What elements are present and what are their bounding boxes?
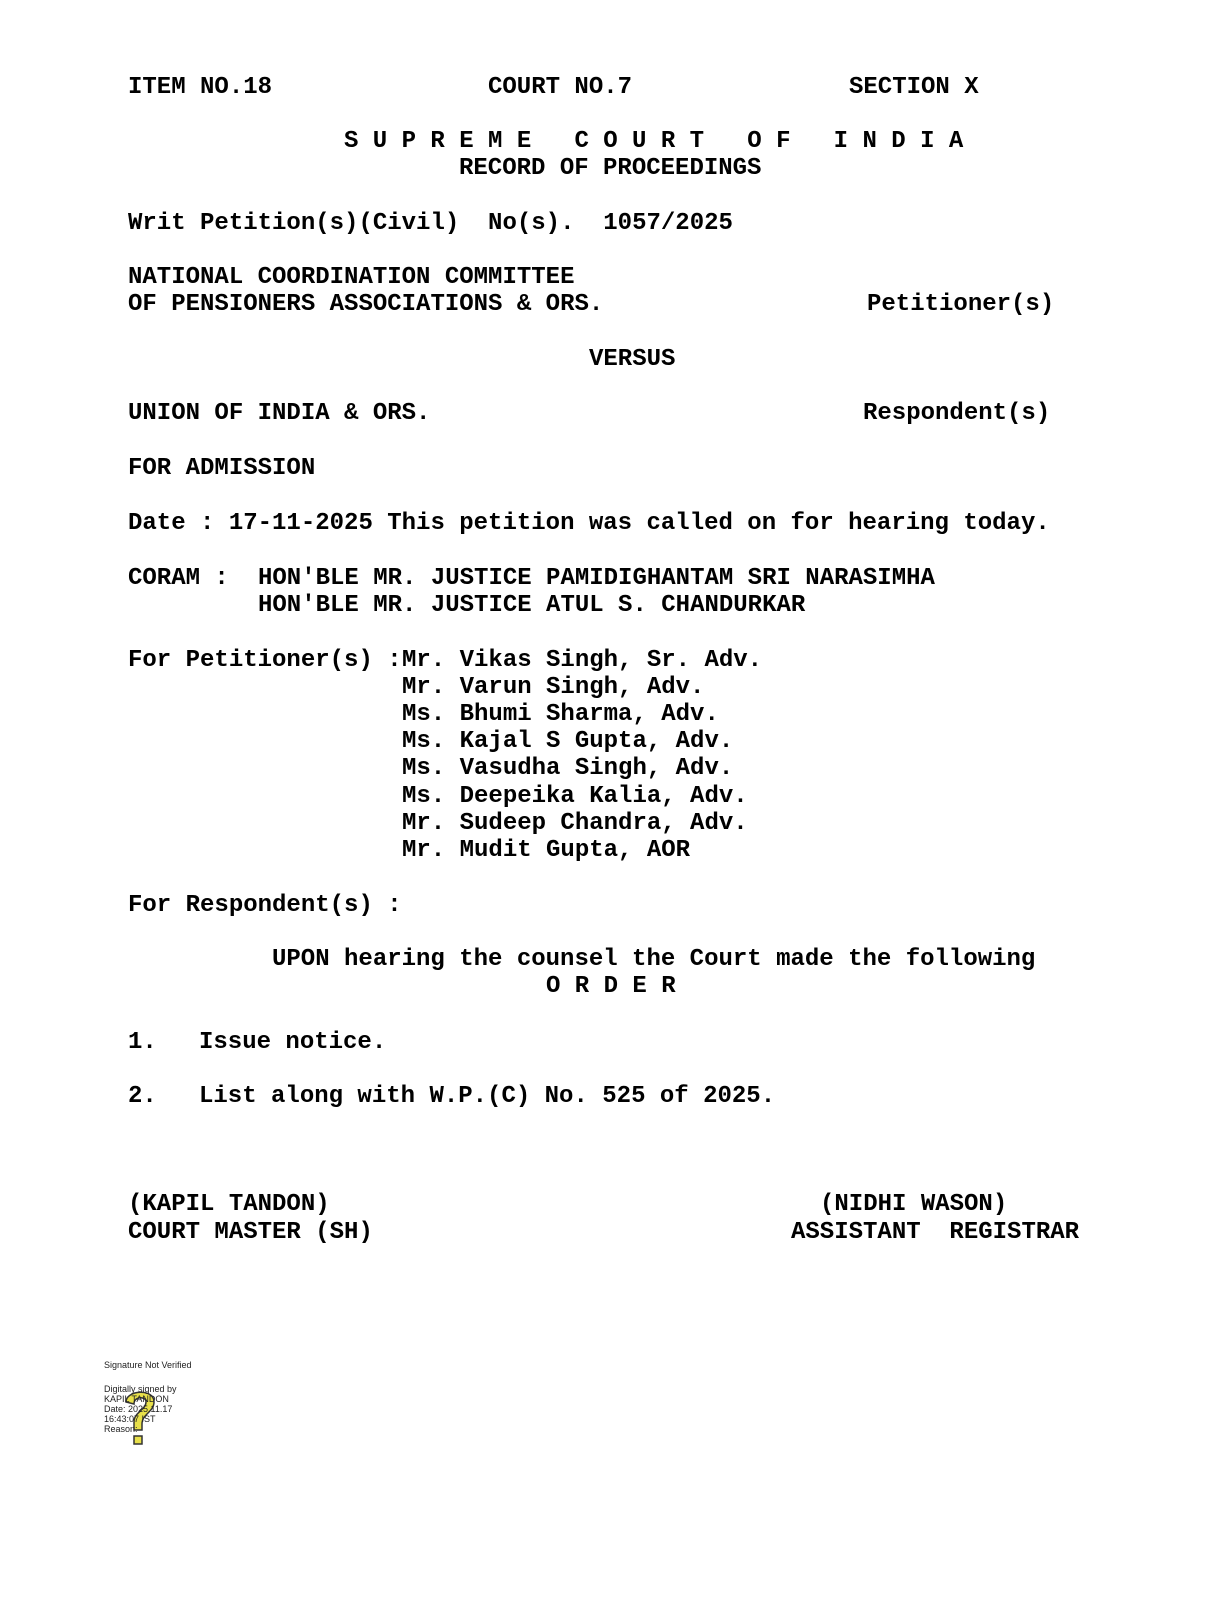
petitioner-counsel-7: Mr. Sudeep Chandra, Adv.	[402, 810, 748, 837]
court-number: COURT NO.7	[488, 74, 633, 101]
signature-time: 16:43:07 IST	[104, 1414, 156, 1424]
coram-judge-2: HON'BLE MR. JUSTICE ATUL S. CHANDURKAR	[258, 592, 806, 619]
right-signatory-title: ASSISTANT REGISTRAR	[791, 1219, 1080, 1246]
order-preamble: UPON hearing the counsel the Court made the following	[272, 946, 1036, 973]
order-item-2-number: 2.	[128, 1083, 157, 1110]
for-petitioner-label: For Petitioner(s) :	[128, 647, 402, 674]
petitioner-counsel-1: Mr. Vikas Singh, Sr. Adv.	[402, 647, 763, 674]
left-signatory-title: COURT MASTER (SH)	[128, 1219, 373, 1246]
signature-signer: KAPIL TANDON	[104, 1394, 169, 1404]
order-item-1-number: 1.	[128, 1029, 157, 1056]
petitioner-counsel-5: Ms. Vasudha Singh, Adv.	[402, 755, 734, 782]
petitioner-counsel-8: Mr. Mudit Gupta, AOR	[402, 837, 691, 864]
section-label: SECTION X	[849, 74, 979, 101]
signature-reason: Reason:	[104, 1424, 138, 1434]
order-heading: O R D E R	[546, 973, 676, 1000]
petitioner-name-line2: OF PENSIONERS ASSOCIATIONS & ORS.	[128, 291, 604, 318]
petitioner-label: Petitioner(s)	[867, 291, 1055, 318]
petitioner-counsel-6: Ms. Deepeika Kalia, Adv.	[402, 783, 748, 810]
respondent-name: UNION OF INDIA & ORS.	[128, 400, 431, 427]
item-number: ITEM NO.18	[128, 74, 273, 101]
case-number: Writ Petition(s)(Civil) No(s). 1057/2025	[128, 210, 733, 237]
listing-purpose: FOR ADMISSION	[128, 455, 316, 482]
left-signatory-name: (KAPIL TANDON)	[128, 1191, 330, 1218]
court-name-heading: S U P R E M E C O U R T O F I N D I A	[344, 128, 964, 155]
for-respondent-label: For Respondent(s) :	[128, 892, 402, 919]
coram-label: CORAM :	[128, 565, 229, 592]
record-of-proceedings-heading: RECORD OF PROCEEDINGS	[459, 155, 762, 182]
signature-status: Signature Not Verified	[104, 1360, 192, 1370]
petitioner-counsel-3: Ms. Bhumi Sharma, Adv.	[402, 701, 719, 728]
hearing-date-line: Date : 17-11-2025 This petition was called on for hearing today.	[128, 510, 1050, 537]
right-signatory-name: (NIDHI WASON)	[820, 1191, 1008, 1218]
petitioner-counsel-2: Mr. Varun Singh, Adv.	[402, 674, 705, 701]
signature-signed-by-label: Digitally signed by	[104, 1384, 177, 1394]
petitioner-counsel-4: Ms. Kajal S Gupta, Adv.	[402, 728, 734, 755]
order-item-1-text: Issue notice.	[199, 1029, 387, 1056]
signature-date: Date: 2025.11.17	[104, 1404, 173, 1414]
versus-label: VERSUS	[589, 346, 676, 373]
petitioner-name-line1: NATIONAL COORDINATION COMMITTEE	[128, 264, 575, 291]
coram-judge-1: HON'BLE MR. JUSTICE PAMIDIGHANTAM SRI NARASIMHA	[258, 565, 935, 592]
respondent-label: Respondent(s)	[863, 400, 1051, 427]
order-item-2-text: List along with W.P.(C) No. 525 of 2025.	[199, 1083, 776, 1110]
